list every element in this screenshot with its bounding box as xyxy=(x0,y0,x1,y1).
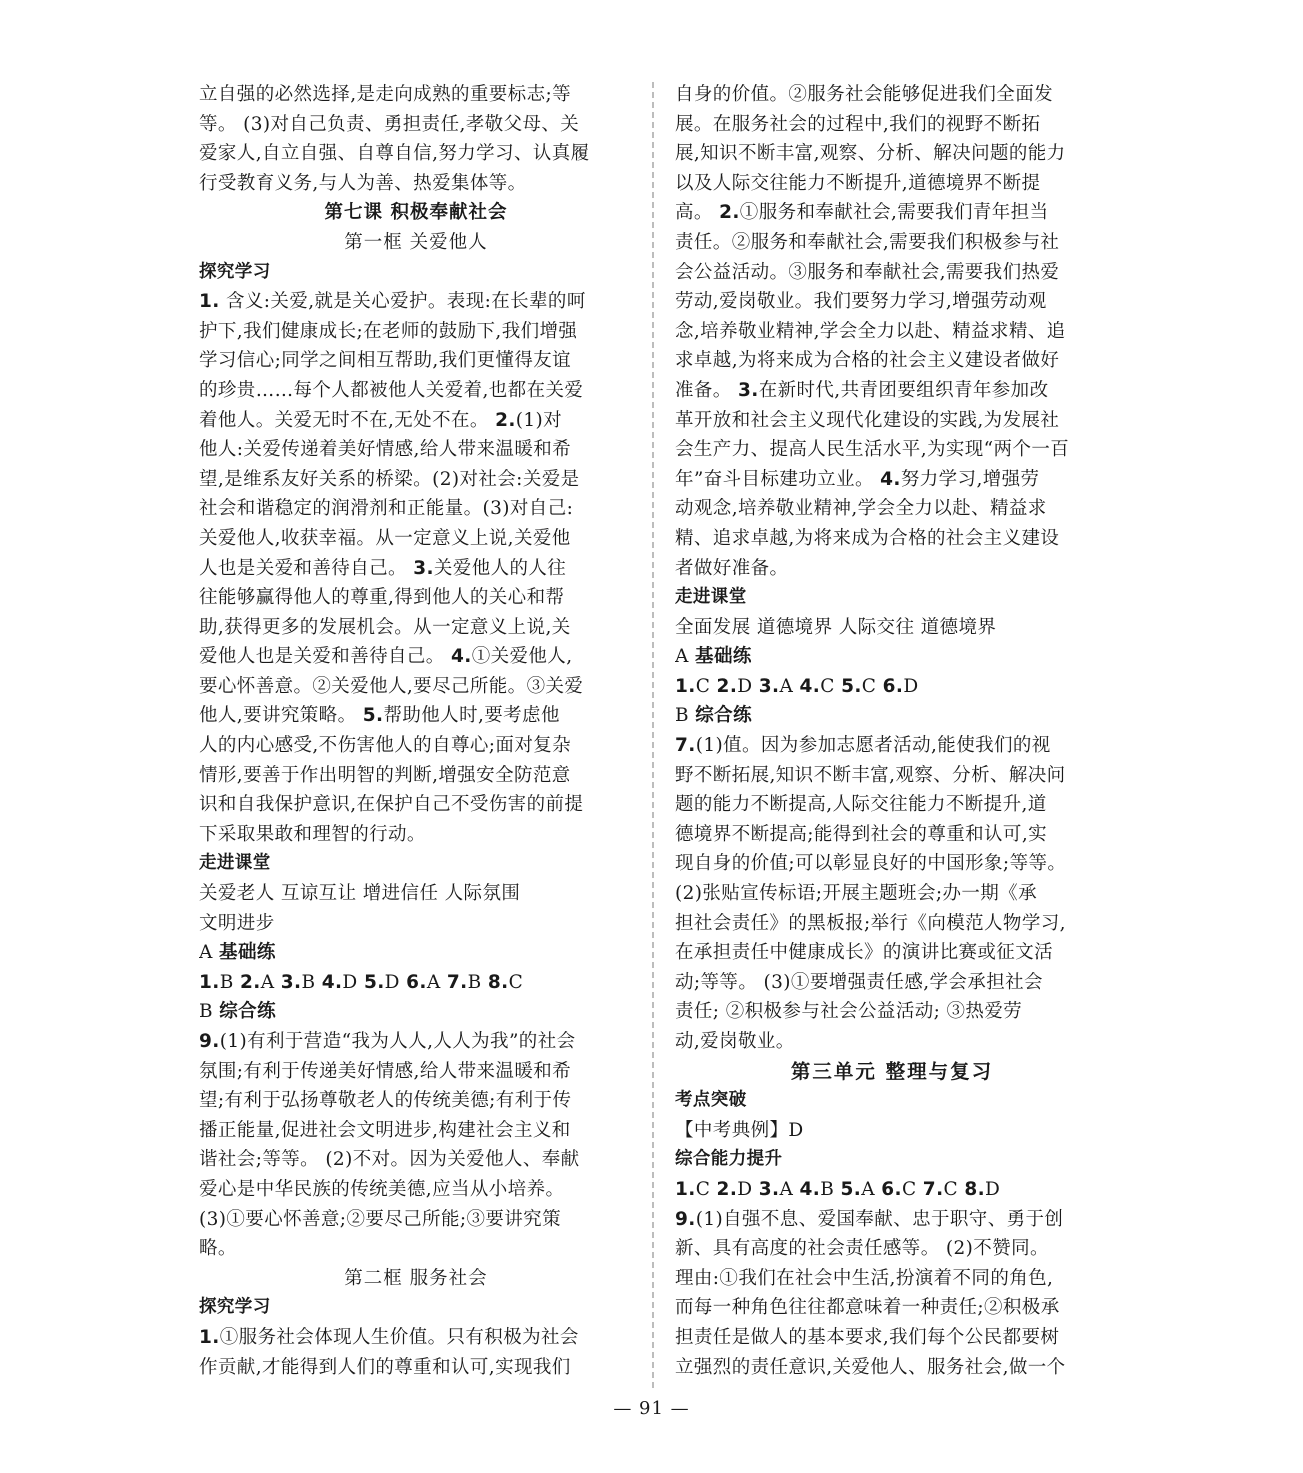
text-line xyxy=(675,1234,1109,1264)
text-line xyxy=(675,672,1109,702)
section-title xyxy=(199,228,633,258)
text-span: (1)有利于营造“我为人人,人人为我”的社会 xyxy=(219,1031,576,1052)
text-span: A xyxy=(675,646,696,668)
text-span: 精、追求卓越,为将来成为合格的社会主义建设 xyxy=(675,527,1060,549)
text-span: 播正能量,促进社会文明进步,构建社会主义和 xyxy=(199,1119,571,1141)
text-span: D xyxy=(903,675,919,697)
text-span: 着他人。关爱无时不在,无处不在。 xyxy=(199,409,496,431)
text-line xyxy=(675,761,1109,791)
text-span: 担社会责任》的黑板报;举行《向模范人物学习, xyxy=(675,912,1066,934)
bold-text: 2. xyxy=(716,1178,738,1200)
text-span: 在承担责任中健康成长》的演讲比赛或征文活 xyxy=(675,942,1054,964)
lesson-title xyxy=(199,198,633,228)
text-line xyxy=(199,376,633,406)
text-line xyxy=(675,110,1109,140)
text-span: (1)值。因为参加志愿者活动,能使我们的视 xyxy=(695,735,1051,757)
text-span: 关爱他人,收获幸福。从一定意义上说,关爱他 xyxy=(199,527,571,549)
text-line xyxy=(199,110,633,140)
bold-text: 1. xyxy=(199,1326,220,1348)
text-span: 责任; ②积极参与社会公益活动; ③热爱劳 xyxy=(675,1001,1023,1023)
text-line xyxy=(675,613,1109,643)
text-line xyxy=(199,1027,633,1057)
bold-text: 4. xyxy=(321,971,343,993)
text-span: A xyxy=(260,971,281,993)
text-span: 等。 (3)对自己负责、勇担责任,孝敬父母、关 xyxy=(199,113,580,135)
text-line xyxy=(675,968,1109,998)
text-span: 年”奋斗目标建功立业。 xyxy=(675,468,881,490)
text-span: 望,是维系友好关系的桥梁。(2)对社会:关爱是 xyxy=(199,468,580,490)
text-span: 探究学习 xyxy=(199,261,271,282)
text-span: D xyxy=(737,1178,759,1200)
section-heading xyxy=(199,849,633,879)
text-span: 探究学习 xyxy=(199,1297,271,1318)
text-span: 爱心是中华民族的传统美德,应当从小培养。 xyxy=(199,1178,565,1200)
text-line xyxy=(199,1145,633,1175)
text-span: ①服务和奉献社会,需要我们青年担当 xyxy=(739,202,1049,224)
text-line xyxy=(199,80,633,110)
text-span: 准备。 xyxy=(675,379,738,401)
text-line xyxy=(199,583,633,613)
text-line xyxy=(675,139,1109,169)
bold-text: 4. xyxy=(799,1178,821,1200)
text-line xyxy=(675,1027,1109,1057)
section-heading xyxy=(675,1145,1109,1175)
text-span: B xyxy=(219,971,240,993)
text-line xyxy=(199,494,633,524)
bold-text: 1. xyxy=(199,291,220,313)
text-line xyxy=(675,820,1109,850)
text-span: 革开放和社会主义现代化建设的实践,为发展社 xyxy=(675,409,1060,431)
bold-text: 9. xyxy=(675,1208,696,1230)
text-span: 学习信心;同学之间相互帮助,我们更懂得友谊 xyxy=(199,350,572,372)
text-span: 求卓越,为将来成为合格的社会主义建设者做好 xyxy=(675,350,1060,372)
text-span: 题的能力不断提高,人际交往能力不断提升,道 xyxy=(675,794,1047,816)
text-line xyxy=(675,406,1109,436)
text-span: 行受教育义务,与人为善、热爱集体等。 xyxy=(199,172,527,194)
text-span: 动;等等。 (3)①要增强责任感,学会承担社会 xyxy=(675,971,1043,993)
text-line xyxy=(675,258,1109,288)
text-line xyxy=(675,287,1109,317)
text-span: 往能够赢得他人的尊重,得到他人的关心和帮 xyxy=(199,587,565,609)
bold-text: 7. xyxy=(922,1178,944,1200)
text-line xyxy=(199,1205,633,1235)
text-line xyxy=(675,494,1109,524)
text-span: (2)张贴宣传标语;开展主题班会;办一期《承 xyxy=(675,883,1037,905)
text-span: 在新时代,共青团要组织青年参加改 xyxy=(758,379,1049,401)
text-line xyxy=(199,1353,633,1383)
text-line xyxy=(675,642,1109,672)
text-span: 下采取果敢和理智的行动。 xyxy=(199,823,426,845)
bold-text: 4. xyxy=(880,468,901,490)
text-span: C xyxy=(820,675,842,697)
text-span: 考点突破 xyxy=(675,1090,747,1111)
text-line xyxy=(675,198,1109,228)
section-heading xyxy=(675,1086,1109,1116)
text-span: 野不断拓展,知识不断丰富,观察、分析、解决问 xyxy=(675,764,1066,786)
text-line xyxy=(199,938,633,968)
page-number: — 91 — xyxy=(613,1398,690,1419)
text-span: 第二框 服务社会 xyxy=(344,1267,488,1289)
text-line xyxy=(675,228,1109,258)
text-span: 高。 xyxy=(675,202,720,224)
text-line xyxy=(675,909,1109,939)
text-line xyxy=(675,879,1109,909)
bold-text: 1. xyxy=(675,675,696,697)
bold-text: 5. xyxy=(840,1178,862,1200)
text-line xyxy=(199,613,633,643)
text-line xyxy=(675,790,1109,820)
text-span: 社会和谐稳定的润滑剂和正能量。(3)对自己: xyxy=(199,498,574,520)
text-line xyxy=(199,287,633,317)
text-line xyxy=(199,1086,633,1116)
text-line xyxy=(675,731,1109,761)
text-span: 劳动,爱岗敬业。我们要努力学习,增强劳动观 xyxy=(675,291,1047,313)
text-span: 第一框 关爱他人 xyxy=(344,231,488,253)
section-heading xyxy=(675,583,1109,613)
bold-text: 7. xyxy=(675,735,696,757)
text-span: 他人:关爱传递着美好情感,给人带来温暖和希 xyxy=(199,439,572,461)
text-line xyxy=(675,1264,1109,1294)
text-span: 爱他人也是关爱和善待自己。 xyxy=(199,646,451,668)
text-line xyxy=(199,879,633,909)
text-span: 努力学习,增强劳 xyxy=(900,468,1040,490)
text-line xyxy=(199,1175,633,1205)
text-span: 情形,要善于作出明智的判断,增强安全防范意 xyxy=(199,764,571,786)
text-span: 望;有利于弘扬尊敬老人的传统美德;有利于传 xyxy=(199,1090,572,1112)
bold-text: 9. xyxy=(199,1031,220,1052)
text-span: 走进课堂 xyxy=(199,853,271,874)
text-span: B xyxy=(820,1178,841,1200)
bold-text: 4. xyxy=(799,675,821,697)
text-span: B xyxy=(467,971,488,993)
text-span: 现自身的价值;可以彰显良好的中国形象;等等。 xyxy=(675,853,1067,875)
text-span: A xyxy=(861,1178,882,1200)
text-span: 理由:①我们在社会中生活,扮演着不同的角色, xyxy=(675,1267,1054,1289)
text-line xyxy=(675,849,1109,879)
section-heading xyxy=(199,258,633,288)
text-line xyxy=(675,1353,1109,1383)
text-span: 关爱老人 互谅互让 增进信任 人际氛围 xyxy=(199,883,521,905)
text-line xyxy=(199,465,633,495)
bold-text: 5. xyxy=(362,705,384,727)
text-span: A xyxy=(199,942,220,964)
text-line xyxy=(199,1234,633,1264)
text-span: 第三单元 整理与复习 xyxy=(790,1059,994,1083)
bold-text: 2. xyxy=(495,409,516,431)
text-line xyxy=(199,317,633,347)
text-line xyxy=(675,435,1109,465)
text-span: 作贡献,才能得到人们的尊重和认可,实现我们 xyxy=(199,1356,571,1378)
section-title xyxy=(199,1264,633,1294)
text-span: B xyxy=(301,971,322,993)
text-span: 爱家人,自立自强、自尊自信,努力学习、认真履 xyxy=(199,143,590,165)
text-span: C xyxy=(695,675,717,697)
text-span: 展,知识不断丰富,观察、分析、解决问题的能力 xyxy=(675,143,1066,165)
bold-text: 2. xyxy=(239,971,261,993)
text-span: A xyxy=(426,971,447,993)
text-span: D xyxy=(737,675,759,697)
text-line xyxy=(199,554,633,584)
text-span: 略。 xyxy=(199,1238,237,1260)
bold-text: 3. xyxy=(413,557,434,579)
text-span: 自身的价值。②服务社会能够促进我们全面发 xyxy=(675,84,1054,105)
text-span: 德境界不断提高;能得到社会的尊重和认可,实 xyxy=(675,823,1048,845)
text-line xyxy=(675,701,1109,731)
bold-text: 3. xyxy=(758,1178,780,1200)
text-line xyxy=(675,80,1109,110)
text-span: 会生产力、提高人民生活水平,为实现“两个一百 xyxy=(675,439,1070,461)
text-span: 动,爱岗敬业。 xyxy=(675,1031,795,1052)
text-span: 【中考典例】D xyxy=(675,1119,804,1141)
text-line xyxy=(199,524,633,554)
bold-text: 3. xyxy=(280,971,302,993)
text-span: 立强烈的责任意识,关爱他人、服务社会,做一个 xyxy=(675,1356,1066,1378)
text-line xyxy=(199,761,633,791)
text-span: 会公益活动。③服务和奉献社会,需要我们热爱 xyxy=(675,261,1060,283)
text-span: ①服务社会体现人生价值。只有积极为社会 xyxy=(219,1326,579,1348)
text-span: 识和自我保护意识,在保护自己不受伤害的前提 xyxy=(199,794,584,816)
text-line xyxy=(199,672,633,702)
text-span: 要心怀善意。②关爱他人,要尽己所能。③关爱 xyxy=(199,675,584,697)
text-span: 文明进步 xyxy=(199,912,275,934)
text-line xyxy=(199,1116,633,1146)
text-span: 第七课 积极奉献社会 xyxy=(324,202,508,224)
text-line xyxy=(199,790,633,820)
text-span: 而每一种角色往往都意味着一种责任;②积极承 xyxy=(675,1297,1060,1319)
text-span: D xyxy=(384,971,407,993)
text-line xyxy=(199,139,633,169)
text-line xyxy=(199,820,633,850)
text-span: C xyxy=(508,971,524,993)
bold-text: 基础练 xyxy=(695,646,752,668)
text-span: (3)①要心怀善意;②要尽己所能;③要讲究策 xyxy=(199,1208,561,1230)
bold-text: 5. xyxy=(363,971,385,993)
text-span: 含义:关爱,就是关心爱护。表现:在长辈的呵 xyxy=(219,291,586,313)
text-span: 他人,要讲究策略。 xyxy=(199,705,363,727)
text-span: C xyxy=(861,675,883,697)
text-span: 人的内心感受,不伤害他人的自尊心;面对复杂 xyxy=(199,735,572,757)
text-line xyxy=(675,465,1109,495)
text-span: A xyxy=(779,675,800,697)
text-line xyxy=(675,554,1109,584)
text-line xyxy=(675,938,1109,968)
text-line xyxy=(199,701,633,731)
left-column xyxy=(199,80,633,1382)
text-line xyxy=(675,346,1109,376)
text-line xyxy=(675,997,1109,1027)
text-line xyxy=(675,1293,1109,1323)
text-line xyxy=(199,1323,633,1353)
text-span: 谐社会;等等。 (2)不对。因为关爱他人、奉献 xyxy=(199,1149,580,1171)
text-line xyxy=(199,435,633,465)
text-span: 念,培养敬业精神,学会全力以赴、精益求精、追 xyxy=(675,320,1066,342)
text-line xyxy=(199,346,633,376)
text-span: 担责任是做人的基本要求,我们每个公民都要树 xyxy=(675,1326,1060,1348)
text-line xyxy=(675,317,1109,347)
bold-text: 3. xyxy=(758,675,780,697)
text-span: C xyxy=(943,1178,965,1200)
bold-text: 综合练 xyxy=(695,705,752,727)
text-span: 人也是关爱和善待自己。 xyxy=(199,557,414,579)
bold-text: 6. xyxy=(881,1178,902,1200)
text-span: 动观念,培养敬业精神,学会全力以赴、精益求 xyxy=(675,498,1047,520)
text-span: 走进课堂 xyxy=(675,587,747,608)
bold-text: 8. xyxy=(487,971,509,993)
text-span: D xyxy=(985,1178,1001,1200)
text-line xyxy=(675,1323,1109,1353)
text-span: 护下,我们健康成长;在老师的鼓励下,我们增强 xyxy=(199,320,578,342)
bold-text: 5. xyxy=(841,675,862,697)
text-span: D xyxy=(342,971,364,993)
text-line xyxy=(675,524,1109,554)
bold-text: 2. xyxy=(719,202,740,224)
column-divider xyxy=(652,82,654,1388)
bold-text: 1. xyxy=(675,1178,696,1200)
text-line xyxy=(675,376,1109,406)
bold-text: 6. xyxy=(406,971,427,993)
text-span: (1)对 xyxy=(515,409,563,431)
text-line xyxy=(199,406,633,436)
bold-text: 7. xyxy=(446,971,468,993)
bold-text: 基础练 xyxy=(219,942,276,964)
text-line xyxy=(675,1116,1109,1146)
bold-text: 综合练 xyxy=(219,1001,276,1023)
text-span: C xyxy=(901,1178,923,1200)
text-span: B xyxy=(199,1001,220,1023)
unit-title xyxy=(675,1057,1109,1087)
text-span: 综合能力提升 xyxy=(675,1149,783,1170)
bold-text: 6. xyxy=(882,675,904,697)
text-line xyxy=(199,1057,633,1087)
bold-text: 8. xyxy=(964,1178,986,1200)
text-span: 关爱他人的人往 xyxy=(433,557,567,579)
text-span: 者做好准备。 xyxy=(675,557,789,579)
text-span: 氛围;有利于传递美好情感,给人带来温暖和希 xyxy=(199,1060,572,1082)
bold-text: 3. xyxy=(737,379,759,401)
text-line xyxy=(675,1175,1109,1205)
text-line xyxy=(199,968,633,998)
text-span: 助,获得更多的发展机会。从一定意义上说,关 xyxy=(199,616,571,638)
text-line xyxy=(199,997,633,1027)
text-line xyxy=(199,731,633,761)
text-span: C xyxy=(695,1178,717,1200)
bold-text: 2. xyxy=(716,675,738,697)
text-line xyxy=(675,169,1109,199)
text-span: 以及人际交往能力不断提升,道德境界不断提 xyxy=(675,172,1041,194)
bold-text: 1. xyxy=(199,971,220,993)
text-span: 立自强的必然选择,是走向成熟的重要标志;等 xyxy=(199,84,572,105)
bold-text: 4. xyxy=(450,646,472,668)
text-line xyxy=(199,169,633,199)
text-span: B xyxy=(675,705,696,727)
text-line xyxy=(199,909,633,939)
text-span: A xyxy=(779,1178,800,1200)
text-span: ①关爱他人, xyxy=(471,646,573,668)
text-span: 帮助他人时,要考虑他 xyxy=(383,705,560,727)
text-span: 的珍贵……每个人都被他人关爱着,也都在关爱 xyxy=(199,379,584,401)
text-span: 全面发展 道德境界 人际交往 道德境界 xyxy=(675,616,997,638)
text-span: (1)自强不息、爱国奉献、忠于职守、勇于创 xyxy=(695,1208,1064,1230)
right-column xyxy=(675,80,1109,1382)
text-line xyxy=(675,1205,1109,1235)
section-heading xyxy=(199,1293,633,1323)
text-span: 责任。②服务和奉献社会,需要我们积极参与社 xyxy=(675,231,1060,253)
text-span: 展。在服务社会的过程中,我们的视野不断拓 xyxy=(675,113,1041,135)
text-span: 新、具有高度的社会责任感等。 (2)不赞同。 xyxy=(675,1238,1049,1260)
text-line xyxy=(199,642,633,672)
